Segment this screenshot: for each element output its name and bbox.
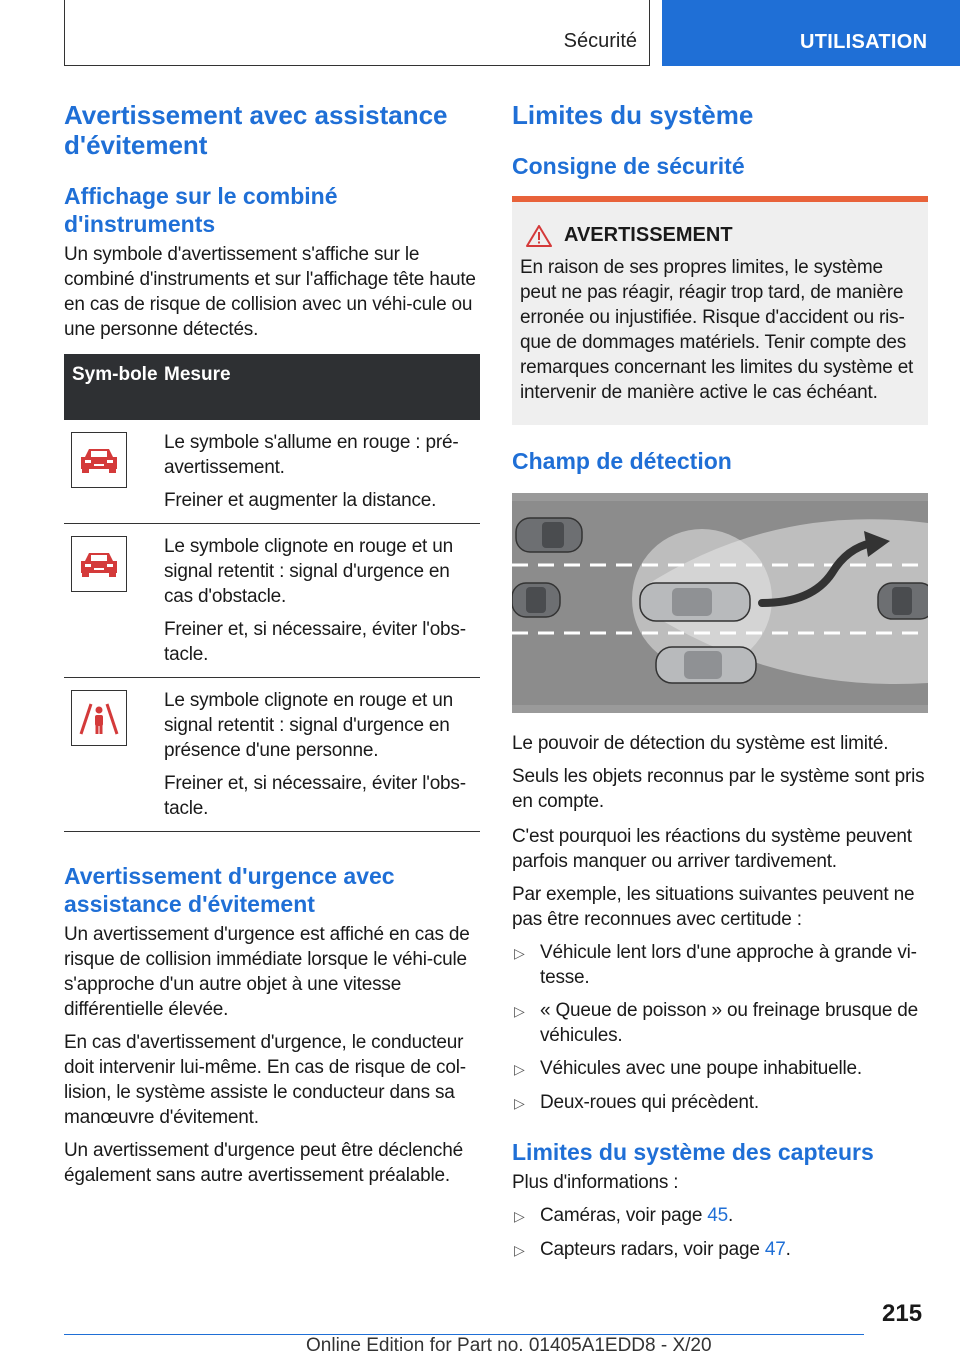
triangle-bullet-icon: ▷ <box>514 1095 525 1111</box>
table-row <box>64 678 480 832</box>
car-icon <box>516 518 582 552</box>
chapter-tab[interactable] <box>662 0 960 66</box>
triangle-bullet-icon: ▷ <box>514 1061 525 1077</box>
triangle-bullet-icon: ▷ <box>514 1242 525 1258</box>
subsection-heading: Limites du système des capteurs <box>512 1139 874 1165</box>
list-item: ▷ Véhicule lent lors d'une approche à grande vi-tesse. <box>514 942 917 988</box>
warning-box <box>512 196 928 425</box>
section-heading: Limites du système <box>512 100 754 130</box>
symbol-table <box>64 354 480 832</box>
paragraph: C'est pourquoi les réactions du système peuvent parfois manquer ou arriver tardivement. <box>512 826 912 872</box>
page-link[interactable]: 45 <box>707 1205 729 1226</box>
list-item: ▷ Véhicules avec une poupe inhabituelle. <box>512 1056 928 1082</box>
edition-text: Online Edition for Part no. 01405A1EDD8 - X/20 <box>306 1335 712 1356</box>
list-item: ▷ Caméras, voir page 45. <box>512 1203 928 1229</box>
table-header <box>64 354 480 420</box>
section-heading: Avertissement avec assistance d'évitement <box>64 100 448 160</box>
car-icon <box>640 583 750 621</box>
warning-label: AVERTISSEMENT <box>564 224 733 246</box>
car-warning-icon <box>71 432 127 488</box>
paragraph: Par exemple, les situations suivantes peuvent ne pas être reconnues avec certitude : <box>512 884 915 930</box>
row-text: Freiner et, si nécessaire, éviter l'obs-tacle. <box>164 773 466 819</box>
chapter-tab-label: UTILISATION <box>800 31 928 53</box>
column-header-symbol: Sym-bole <box>72 364 158 385</box>
table-row <box>64 420 480 524</box>
pedestrian-warning-icon <box>71 690 127 746</box>
subsection-heading: Affichage sur le combiné d'instruments <box>64 183 338 237</box>
triangle-bullet-icon: ▷ <box>514 945 525 961</box>
triangle-bullet-icon: ▷ <box>514 1208 525 1224</box>
column-header-measure: Mesure <box>164 364 231 385</box>
paragraph: Un avertissement d'urgence est affiché en cas de risque de collision immédiate lorsque le véhi-cule s'approche d'un autre objet à une vitesse différentielle élevée. <box>64 924 470 1020</box>
list-item: ▷ Capteurs radars, voir page 47. <box>512 1237 928 1263</box>
left-column <box>64 100 480 1188</box>
warning-triangle-icon <box>526 225 552 247</box>
paragraph: En cas d'avertissement d'urgence, le conducteur doit intervenir lui-même. En cas de risque de col-lision, le système assiste le conducteur dans sa manœuvre d'évitement. <box>64 1032 466 1128</box>
section-title: Sécurité <box>563 30 637 52</box>
paragraph: Un symbole d'avertissement s'affiche sur le combiné d'instruments et sur l'affichage tête haute en cas de risque de collision avec un véhi-cule ou une personne détectés. <box>64 244 476 340</box>
header-section-box <box>64 0 650 66</box>
paragraph: Le pouvoir de détection du système est limité. <box>512 733 889 754</box>
subsection-heading: Avertissement d'urgence avec assistance d'évitement <box>64 863 395 917</box>
row-text: Le symbole clignote en rouge et un signal retentit : signal d'urgence en présence d'une personne. <box>164 690 453 761</box>
row-text: Le symbole s'allume en rouge : pré-avertissement. <box>164 432 459 478</box>
right-column <box>512 100 928 1263</box>
warning-text: En raison de ses propres limites, le système peut ne pas réagir, réagir trop tard, de manière erronée ou injustifiée. Risque d'accident ou ris-que de dommages matériels. Tenir compte des remarques concernant les limites du système et intervenir de manière active le cas échéant. <box>520 257 914 403</box>
row-text: Le symbole clignote en rouge et un signal retentit : signal d'urgence en cas d'obstacle. <box>164 536 453 607</box>
paragraph: Plus d'informations : <box>512 1172 679 1193</box>
row-text: Freiner et, si nécessaire, éviter l'obs-tacle. <box>164 619 466 665</box>
paragraph: Un avertissement d'urgence peut être déclenché également sans autre avertissement préalable. <box>64 1140 463 1186</box>
page-link[interactable]: 47 <box>764 1239 786 1260</box>
car-icon <box>656 647 756 683</box>
list-item: ▷ Deux-roues qui précèdent. <box>512 1090 928 1116</box>
table-row <box>64 524 480 678</box>
subsection-heading: Champ de détection <box>512 448 732 474</box>
car-icon <box>878 583 928 619</box>
paragraph: Seuls les objets reconnus par le système sont pris en compte. <box>512 766 925 812</box>
subsection-heading: Consigne de sécurité <box>512 153 745 179</box>
triangle-bullet-icon: ▷ <box>514 1003 525 1019</box>
page-number: 215 <box>882 1300 923 1327</box>
car-icon <box>512 583 560 617</box>
detection-field-illustration <box>512 493 928 713</box>
list-item: ▷ « Queue de poisson » ou freinage brusque de véhicules. <box>514 1000 919 1046</box>
car-warning-icon <box>71 536 127 592</box>
row-text: Freiner et augmenter la distance. <box>164 490 437 511</box>
